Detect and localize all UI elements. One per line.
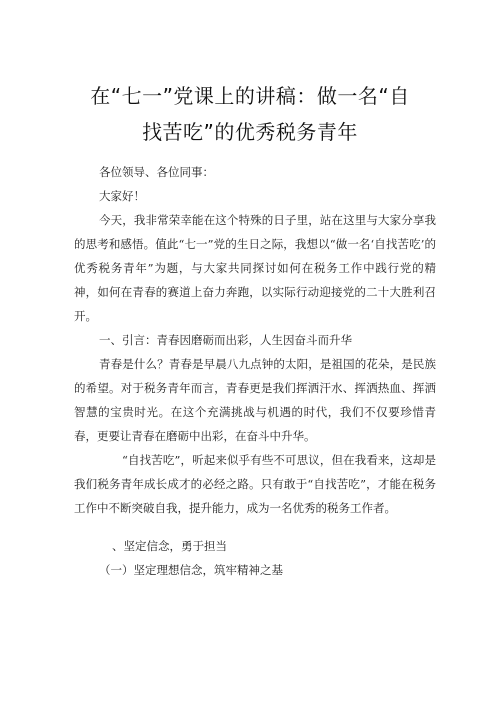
subsection-1-heading: （一）坚定理想信念，筑牢精神之基: [99, 563, 283, 577]
document-body: [74, 160, 436, 582]
document-title: [60, 78, 440, 150]
title-line-2: 找苦吃”的优秀税务青年: [142, 120, 358, 144]
section-2-heading: 、坚定信念，勇于担当: [112, 539, 227, 553]
section-1-heading: 一、引言：青春因磨砺而出彩，人生因奋斗而升华: [99, 333, 352, 347]
hello-line: 大家好！: [99, 189, 145, 203]
greeting: 各位领导、各位同事：: [99, 165, 214, 179]
youth-paragraph: 青春是什么？青春是早晨八九点钟的太阳，是祖国的花朵，是民族的希望。对于税务青年而言，青春更是我们挥洒汗水、挥洒热血、挥洒智慧的宝贵时光。在这个充满挑战与机遇的时代，我们不仅要珍惜青春，更要让青春在磨砺中出彩，在奋斗中升华。: [74, 357, 436, 443]
title-line-1: 在“七一”党课上的讲稿：做一名“自: [90, 84, 410, 108]
intro-paragraph: 今天，我非常荣幸能在这个特殊的日子里，站在这里与大家分享我的思考和感悟。值此“七一”党的生日之际，我想以“做一名‘自找苦吃’的优秀税务青年”为题，与大家共同探讨如何在税务工作中践行党的精神，如何在青春的赛道上奋力奔跑，以实际行动迎接党的二十大胜利召开。: [74, 213, 436, 323]
hardship-paragraph: “自找苦吃”，听起来似乎有些不可思议，但在我看来，这却是我们税务青年成长成才的必经之路。只有敢于“自找苦吃”，才能在税务工作中不断突破自我，提升能力，成为一名优秀的税务工作者。: [74, 453, 436, 515]
